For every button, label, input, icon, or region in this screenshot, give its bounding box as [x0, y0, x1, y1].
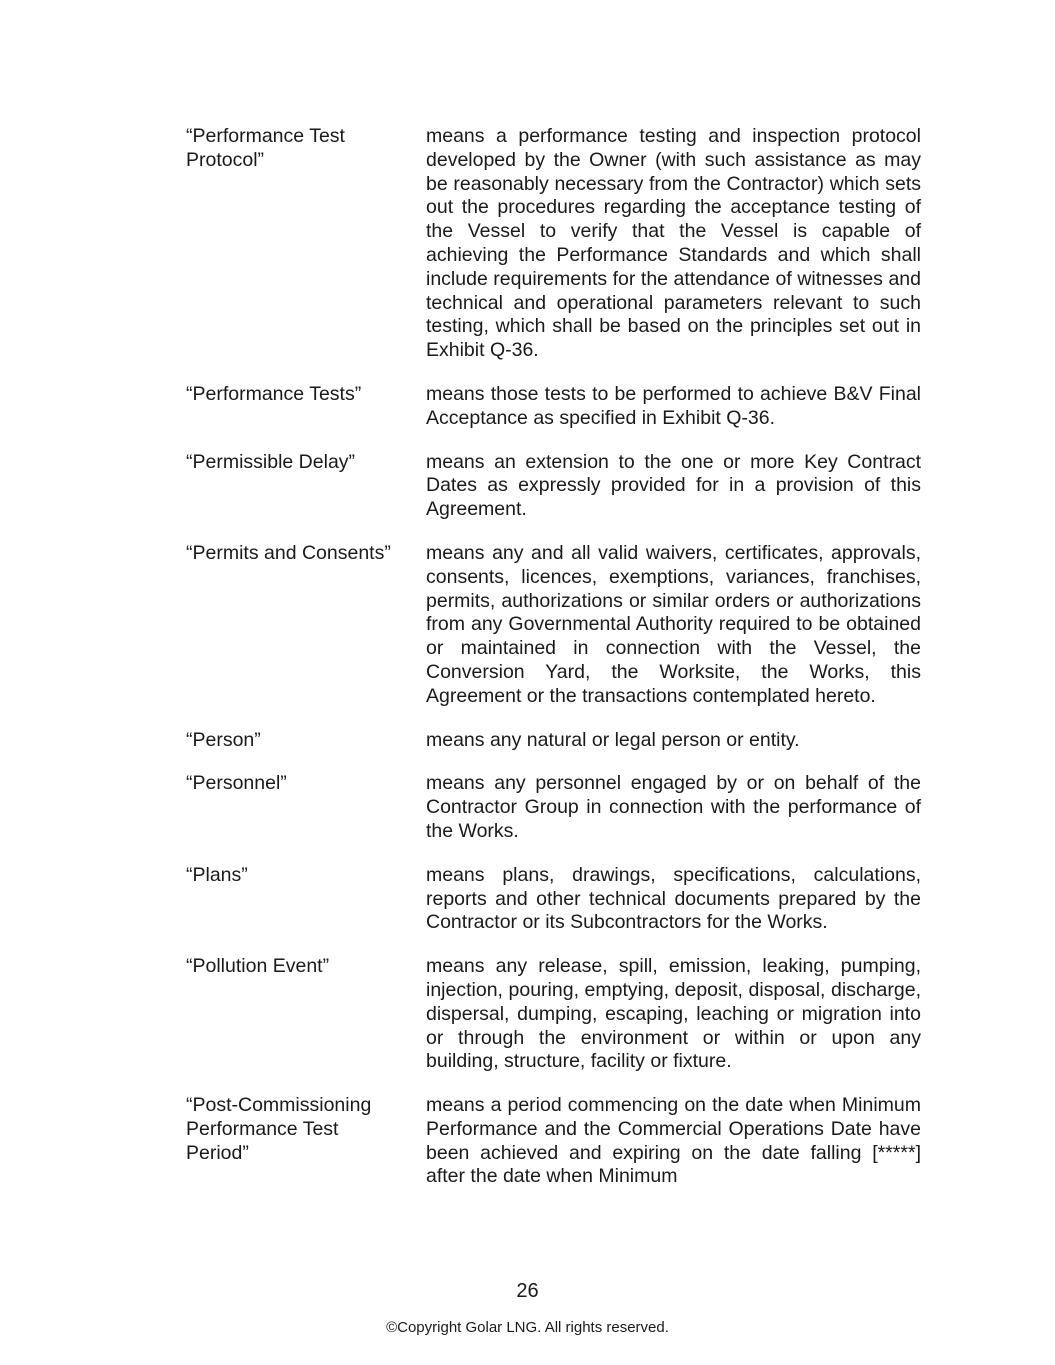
definition-person: [186, 729, 921, 753]
definition-term: “Pollution Event”: [186, 955, 330, 978]
definition-plans: [186, 864, 921, 935]
definition-meaning: means any personnel engaged by or on behalf of the Contractor Group in connection with the performance of the Works.: [426, 772, 921, 842]
definition-personnel: [186, 772, 921, 843]
definition-term: “Plans”: [186, 863, 248, 886]
definition-meaning: means any and all valid waivers, certificates, approvals, consents, licences, exemptions, variances, franchises, permits, authorizations or similar orders or authorizations from any Governmental Authority required to be obtained or maintained in connection with the Vessel, the Conversion Yard, the Worksite, the Works, this Agreement or the transactions contemplated hereto.: [426, 541, 921, 707]
definition-meaning: means plans, drawings, specifications, calculations, reports and other technical documents prepared by the Contractor or its Subcontractors for the Works.: [426, 863, 921, 934]
definition-meaning: means an extension to the one or more Key Contract Dates as expressly provided for in a provision of this Agreement.: [426, 450, 921, 521]
definition-performance-test-protocol: [186, 125, 921, 363]
definition-permissible-delay: [186, 451, 921, 522]
page-number: 26: [516, 1280, 539, 1302]
definition-meaning: means those tests to be performed to achieve B&V Final Acceptance as specified in Exhibit Q-36.: [426, 382, 921, 429]
definition-term: “Post-Commissioning Performance Test Period”: [186, 1094, 372, 1164]
definition-meaning: means a performance testing and inspection protocol developed by the Owner (with such assistance as may be reasonably necessary from the Contractor) which sets out the procedures regarding the acceptance testing of the Vessel to verify that the Vessel is capable of achieving the Performance Standards and which shall include requirements for the attendance of witnesses and technical and operational parameters relevant to such testing, which shall be based on the principles set out in Exhibit Q-36.: [426, 125, 921, 362]
definition-meaning: means any natural or legal person or entity.: [426, 728, 800, 751]
definition-meaning: means a period commencing on the date when Minimum Performance and the Commercial Operations Date have been achieved and expiring on the date falling [*****] after the date when Minimum: [426, 1094, 921, 1188]
definition-meaning: means any release, spill, emission, leaking, pumping, injection, pouring, emptying, deposit, disposal, discharge, dispersal, dumping, escaping, leaching or migration into or through the environment or within or upon any building, structure, facility or fixture.: [426, 955, 921, 1073]
definition-term: “Permissible Delay”: [186, 450, 356, 473]
definition-permits-and-consents: [186, 542, 921, 709]
copyright-notice: ©Copyright Golar LNG. All rights reserved.: [386, 1319, 669, 1336]
definition-term: “Performance Test Protocol”: [186, 125, 345, 171]
definition-pollution-event: [186, 955, 921, 1074]
definition-post-commissioning-performance-test-period: [186, 1094, 921, 1189]
definition-term: “Permits and Consents”: [186, 541, 391, 564]
definition-performance-tests: [186, 383, 921, 431]
definition-term: “Person”: [186, 728, 261, 751]
definitions-list: [186, 125, 921, 1209]
definition-term: “Personnel”: [186, 772, 287, 795]
definition-term: “Performance Tests”: [186, 382, 362, 405]
